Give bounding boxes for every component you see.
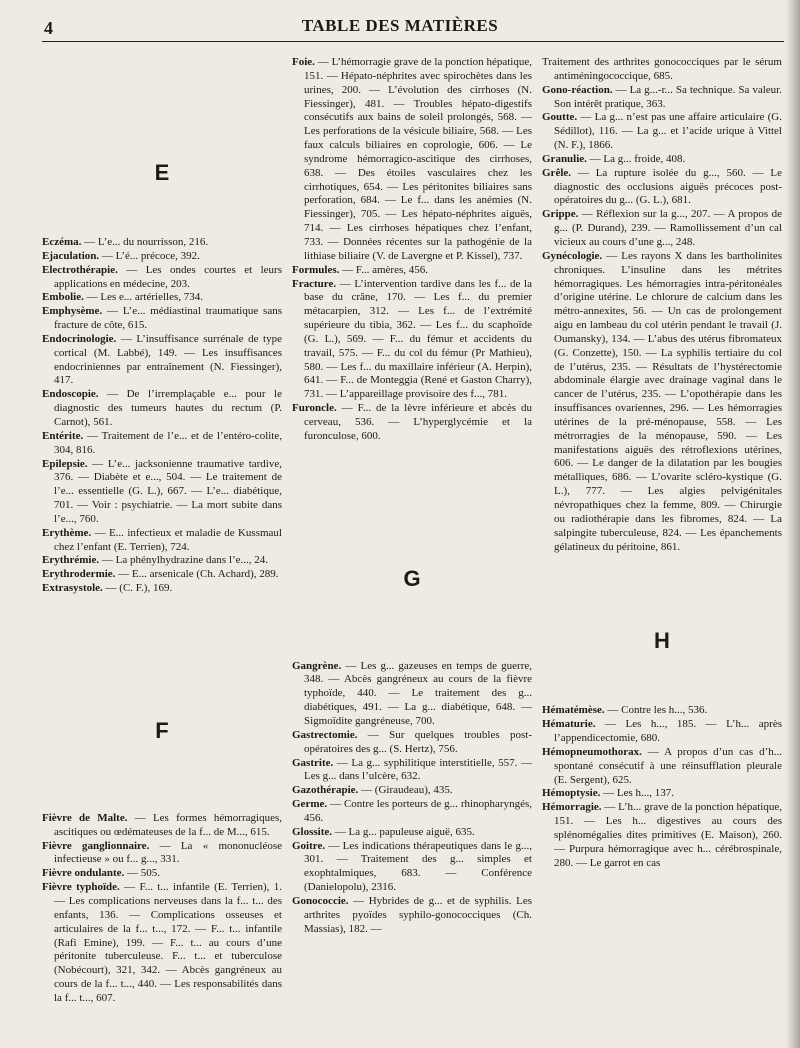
entry-text: — La g... syphilitique interstitielle, 557. — Les g... dans l’ulcère, 632. [304, 756, 532, 783]
entry-heading: Gono-réaction. [542, 83, 613, 96]
entry-text: — Hybrides de g... et de syphilis. Les arthrites pyoïdes syphilo-gonococciques (Ch. Massias), 182. — [304, 894, 532, 935]
entries-e [42, 236, 282, 596]
index-entry [542, 167, 782, 209]
column-1 [42, 56, 282, 1006]
entry-heading: Gastrectomie. [292, 728, 358, 741]
entry-text: — E... arsenicale (Ch. Achard), 289. [115, 568, 279, 581]
running-head: TABLE DES MATIÈRES [301, 16, 499, 35]
entry-text: — La « mononucléose infectieuse » ou f... g..., 331. [54, 839, 282, 866]
section-letter-h: H [654, 628, 670, 654]
entry-text: — Les rayons X dans les bartholinites chroniques. L’insuline dans les métrites hémorragiques. Les hémorragies intra-péritonéales d’origine utérine. Le chlorure de calcium dans les métro-annexites, 56. — Un cas de prolongement aigu en lambeau du col utérin pendant le travail (J. Oumansky), 134. — L’abus des utérus fibromateux (G. Conzette), 150. — La syphilis tertiaire du col de l’utérus, 235. — Résultats de l’hystérectomie abdominale élargie avec drainage vaginal dans le cancer de l’utérus, 235. — L’opothérapie dans les insuffisances ovariennes, 296. — Les hémorragies utérines de la pré-ménopause, 558. — Les métrorragies de la ménopause, 590. — Les manifestations aiguës des rétroflexions utérines, 606. — Le danger de la dilatation par les bougies métalliques, 686. — L’ovarite scléro-kystique (G. L.), 777. — Les algies pelvigénitales névropathiques chez la femme, 809. — Chirurgie ou radiothérapie dans les fibromes, 824. — La salpingite tuberculeuse, 824. — Les épanchements gélatineux du péritoine, 861. [554, 249, 782, 553]
entry-text: — L’e... médiastinal traumatique sans fracture de côte, 615. [54, 305, 282, 332]
entry-heading: Fièvre de Malte. [42, 811, 128, 824]
entry-heading: Gangrène. [292, 659, 342, 672]
entry-text: — (C. F.), 169. [102, 582, 173, 595]
entry-text: — Les indications thérapeutiques dans le g..., 301. — Traitement des g... simples et exophtalmiques, 683. — Conférence (Danielopolu), 2316. [304, 839, 532, 894]
entry-heading: Ejaculation. [42, 249, 100, 262]
entry-heading: Goutte. [542, 111, 578, 124]
entry-heading: Granulie. [542, 152, 587, 165]
entry-heading: Grêle. [542, 166, 572, 179]
entry-heading: Gazothérapie. [292, 784, 359, 797]
entry-text: — La phénylhydrazine dans l’e..., 24. [99, 554, 269, 567]
entry-heading: Electrothérapie. [42, 263, 118, 276]
entry-heading: Hématurie. [542, 718, 596, 731]
index-entry [42, 812, 282, 840]
entry-text: — Réflexion sur la g..., 207. — A propos de g... (P. Durand), 239. — Ramollissement d’un cal vicieux au cours d’une g..., 248. [554, 208, 782, 248]
index-entry [542, 787, 782, 801]
entry-heading: Grippe. [542, 208, 579, 221]
index-entry [542, 208, 782, 250]
index-entry [292, 264, 532, 278]
entry-heading: Foie. [292, 56, 315, 68]
entry-heading: Erythrodermie. [42, 568, 116, 581]
index-entry [42, 881, 282, 1006]
entry-heading: Gastrite. [292, 756, 334, 769]
index-entry [542, 704, 782, 718]
page-edge-shadow [786, 0, 800, 1048]
entry-heading: Erythrémie. [42, 554, 100, 567]
entry-text: — La g... n’est pas une affaire articulaire (G. Sédillot), 116. — La g... et l’acide urique à Vittel (N. F.), 1866. [554, 111, 782, 152]
entry-text: — L’hémorragie grave de la ponction hépatique, 151. — Hépato-néphrites avec spirochètes dans les urines, 200. — L’évolution des cirrhoses (N. Fiessinger), 481. — Troubles hépato-digestifs consécutifs aux bains de soleil prolongés, 568. — Les perforations de la vésicule biliaire, 568. — Les faux calculs biliaires en coprologie, 606. — Le syndrome hémorragico-ascitique des cirrhoses, 638. — Des étoiles vasculaires chez les cirrhotiques, 654. — Les péritonites biliaires sans perforation, 684. — Le f... dans les anémies (N. Fiessinger), 705. — Les hépato-néphrites aiguës, 714. — Les cirrhoses hépatiques chez l’enfant, 733. — Données récentes sur la pathogénie de la lithiase biliaire (V. de Lavergne et P. Kissel), 737. [304, 56, 532, 262]
entry-heading: Formules. [292, 263, 340, 276]
entry-text: — La g... froide, 408. [586, 152, 686, 165]
entries-g-cont [542, 56, 782, 554]
entry-text: — Sur quelques troubles post-opératoires des g... (S. Hertz), 756. [304, 728, 532, 755]
entry-heading: Goitre. [292, 839, 326, 852]
entry-heading: Hémoptysie. [542, 787, 601, 800]
entry-text: — Contre les h..., 536. [604, 704, 708, 717]
index-entry [542, 746, 782, 788]
index-entry [292, 660, 532, 729]
entry-heading: Fièvre typhoïde. [42, 881, 120, 894]
entry-text: — L’é... précoce, 392. [99, 249, 200, 262]
entry-text: — La g...-r... Sa technique. Sa valeur. Son intérêt pratique, 363. [554, 83, 782, 110]
index-entry [292, 729, 532, 757]
entry-text: — (Giraudeau), 435. [358, 784, 453, 797]
entry-text: — F... amères, 456. [339, 263, 428, 276]
entry-text: — De l’irremplaçable e... pour le diagnostic des tumeurs hautes du rectum (P. Carnot), 561. [54, 388, 282, 428]
index-entry [42, 388, 282, 430]
index-entry [292, 798, 532, 826]
index-entry [292, 826, 532, 840]
index-entry [292, 402, 532, 444]
entries-f [42, 812, 282, 1006]
entry-text: — Les formes hémorragiques, ascitiques ou œdémateuses de la f... de M..., 615. [54, 811, 282, 838]
index-entry [542, 111, 782, 153]
entry-heading: Endoscopie. [42, 388, 99, 401]
entry-heading: Gynécologie. [542, 249, 603, 262]
entry-heading: Erythème. [42, 526, 92, 539]
index-entry [42, 264, 282, 292]
entry-text: — 505. [124, 867, 161, 880]
index-entry [542, 84, 782, 112]
index-entry [542, 718, 782, 746]
entry-text: — L’e... jacksonienne traumative tardive, 376. — Diabète et e..., 504. — Le traitement de l’e... essentielle (G. L.), 667. — L’e... diabétique, 701. — Voir : psychiatrie. — La mort subite dans l’e..., 760. [54, 457, 282, 525]
entries-f-cont [292, 56, 532, 444]
entry-text: — L’intervention tardive dans les f... de la base du crâne, 170. — Les f... du premier métacarpien, 312. — Les f... de l’extrémité supérieure du tibia, 362. — Les f... du scaphoïde (G. L.), 569. — F... du fémur et accidents du travail, 575. — F... du col du fémur (Pr Mathieu), 580. — Les f... du maxillaire inférieur (A. Herpin), 641. — F... de Monteggia (René et Gaston Charry), 731. — L’appareillage provisoire des f..., 781. [304, 277, 532, 401]
entries-g [292, 660, 532, 937]
entry-text: — Les e... artérielles, 734. [83, 291, 204, 304]
entry-text: — F... de la lèvre inférieure et abcès du cerveau, 536. — L’hyperglycémie et la furonculose, 600. [304, 402, 532, 442]
index-entry [542, 153, 782, 167]
entry-heading: Emphysème. [42, 305, 103, 318]
entry-heading: Fracture. [292, 277, 337, 290]
index-entry [42, 867, 282, 881]
entry-text: — F... t... infantile (E. Terrien), 1. — Les complications nerveuses dans la f... t... des enfants, 136. — Complications osseuses et articulaires de la f... t..., 172. — F... t... infantile (Rafi Emine), 199. — F... t... au cours d’une péritonite tuberculeuse. F... t... et tuberculose (Nobécourt), 321, 342. — Abcès gangréneux au cours de la f... t..., 440. — Les responsabilités dans la f... t..., 607. [54, 881, 282, 1004]
section-letter-f: F [155, 718, 169, 744]
entry-heading: Extrasystole. [42, 582, 103, 595]
index-entry [42, 236, 282, 250]
entry-text: — Traitement de l’e... et de l’entéro-colite, 304, 816. [54, 429, 282, 456]
index-entry [292, 784, 532, 798]
index-entry [542, 801, 782, 870]
entry-heading: Epilepsie. [42, 457, 88, 470]
index-entry [292, 278, 532, 403]
index-entry [42, 568, 282, 582]
index-entry [42, 527, 282, 555]
index-entry [42, 554, 282, 568]
entry-heading: Endocrinologie. [42, 332, 117, 345]
column-2 [292, 56, 532, 937]
index-entry [292, 840, 532, 895]
entries-h [542, 704, 782, 870]
index-entry [42, 333, 282, 388]
index-entry [542, 250, 782, 555]
entry-heading: Gonococcie. [292, 894, 349, 907]
entry-text: — Les g... gazeuses en temps de guerre, 348. — Abcès gangréneux au cours de la fièvre typhoïde, 440. — Le traitement des g... diabétiques, 491. — La g... diabétique, 648. — Sigmoïdite gangréneuse, 700. [304, 659, 532, 727]
entry-text: — Les ondes courtes et leurs applications en médecine, 203. [54, 263, 282, 290]
index-entry [42, 430, 282, 458]
index-entry [42, 291, 282, 305]
entry-text: — L’e... du nourrisson, 216. [81, 236, 209, 248]
entry-text: — La rupture isolée du g..., 560. — Le diagnostic des occlusions aiguës précoces post-opératoires du g... (G. L.), 681. [554, 166, 782, 207]
entry-text: — Les h..., 185. — L’h... après l’appendicectomie, 680. [554, 718, 782, 745]
page-number: 4 [44, 18, 53, 38]
index-entry [542, 56, 782, 84]
index-entry [292, 895, 532, 937]
entry-text: — Les h..., 137. [600, 787, 674, 800]
entry-heading: Hématémèse. [542, 704, 605, 717]
entry-heading: Hémorragie. [542, 801, 602, 814]
entry-text: — Contre les porteurs de g... rhinopharyngés, 456. [304, 798, 532, 824]
index-entry [42, 582, 282, 596]
entry-text: — L’insuffisance surrénale de type cortical (M. Labbé), 149. — Les insuffisances endocriniennes par entraînement (N. Fiessinger), 417. [54, 332, 282, 387]
index-entry [42, 305, 282, 333]
index-entry [292, 757, 532, 785]
header-rule [42, 41, 784, 42]
entry-text: — L’h... grave de la ponction hépatique, 151. — Les h... digestives au cours des splénomégalies dites primitives (E. Maison), 260. — Purpura hémorragique avec h... cérébrospinale, 280. — Le garrot en cas [554, 801, 782, 869]
index-entry [42, 250, 282, 264]
entry-heading: Fièvre ganglionnaire. [42, 839, 150, 852]
entry-heading: Entérite. [42, 429, 84, 442]
entry-heading: Furoncle. [292, 402, 337, 415]
entry-text: — E... infectieux et maladie de Kussmaul chez l’enfant (E. Terrien), 724. [54, 526, 282, 553]
entry-heading: Fièvre ondulante. [42, 867, 125, 880]
entry-text: Traitement des arthrites gonococciques par le sérum antiméningococcique, 685. [542, 56, 782, 82]
section-letter-g: G [403, 565, 421, 591]
column-3 [542, 56, 782, 871]
entry-text: — A propos d’un cas d’h... spontané consécutif à une réinsufflation pleurale (E. Sergent), 625. [554, 745, 782, 786]
section-letter-e: E [154, 160, 170, 186]
index-entry [292, 56, 532, 264]
entry-heading: Glossite. [292, 825, 333, 838]
index-entry [42, 840, 282, 868]
entry-heading: Germe. [292, 798, 328, 811]
entry-heading: Hémopneumothorax. [542, 745, 642, 758]
entry-text: — La g... papuleuse aiguë, 635. [332, 825, 475, 838]
index-entry [42, 458, 282, 527]
entry-heading: Embolie. [42, 291, 84, 304]
entry-heading: Eczéma. [42, 236, 82, 248]
